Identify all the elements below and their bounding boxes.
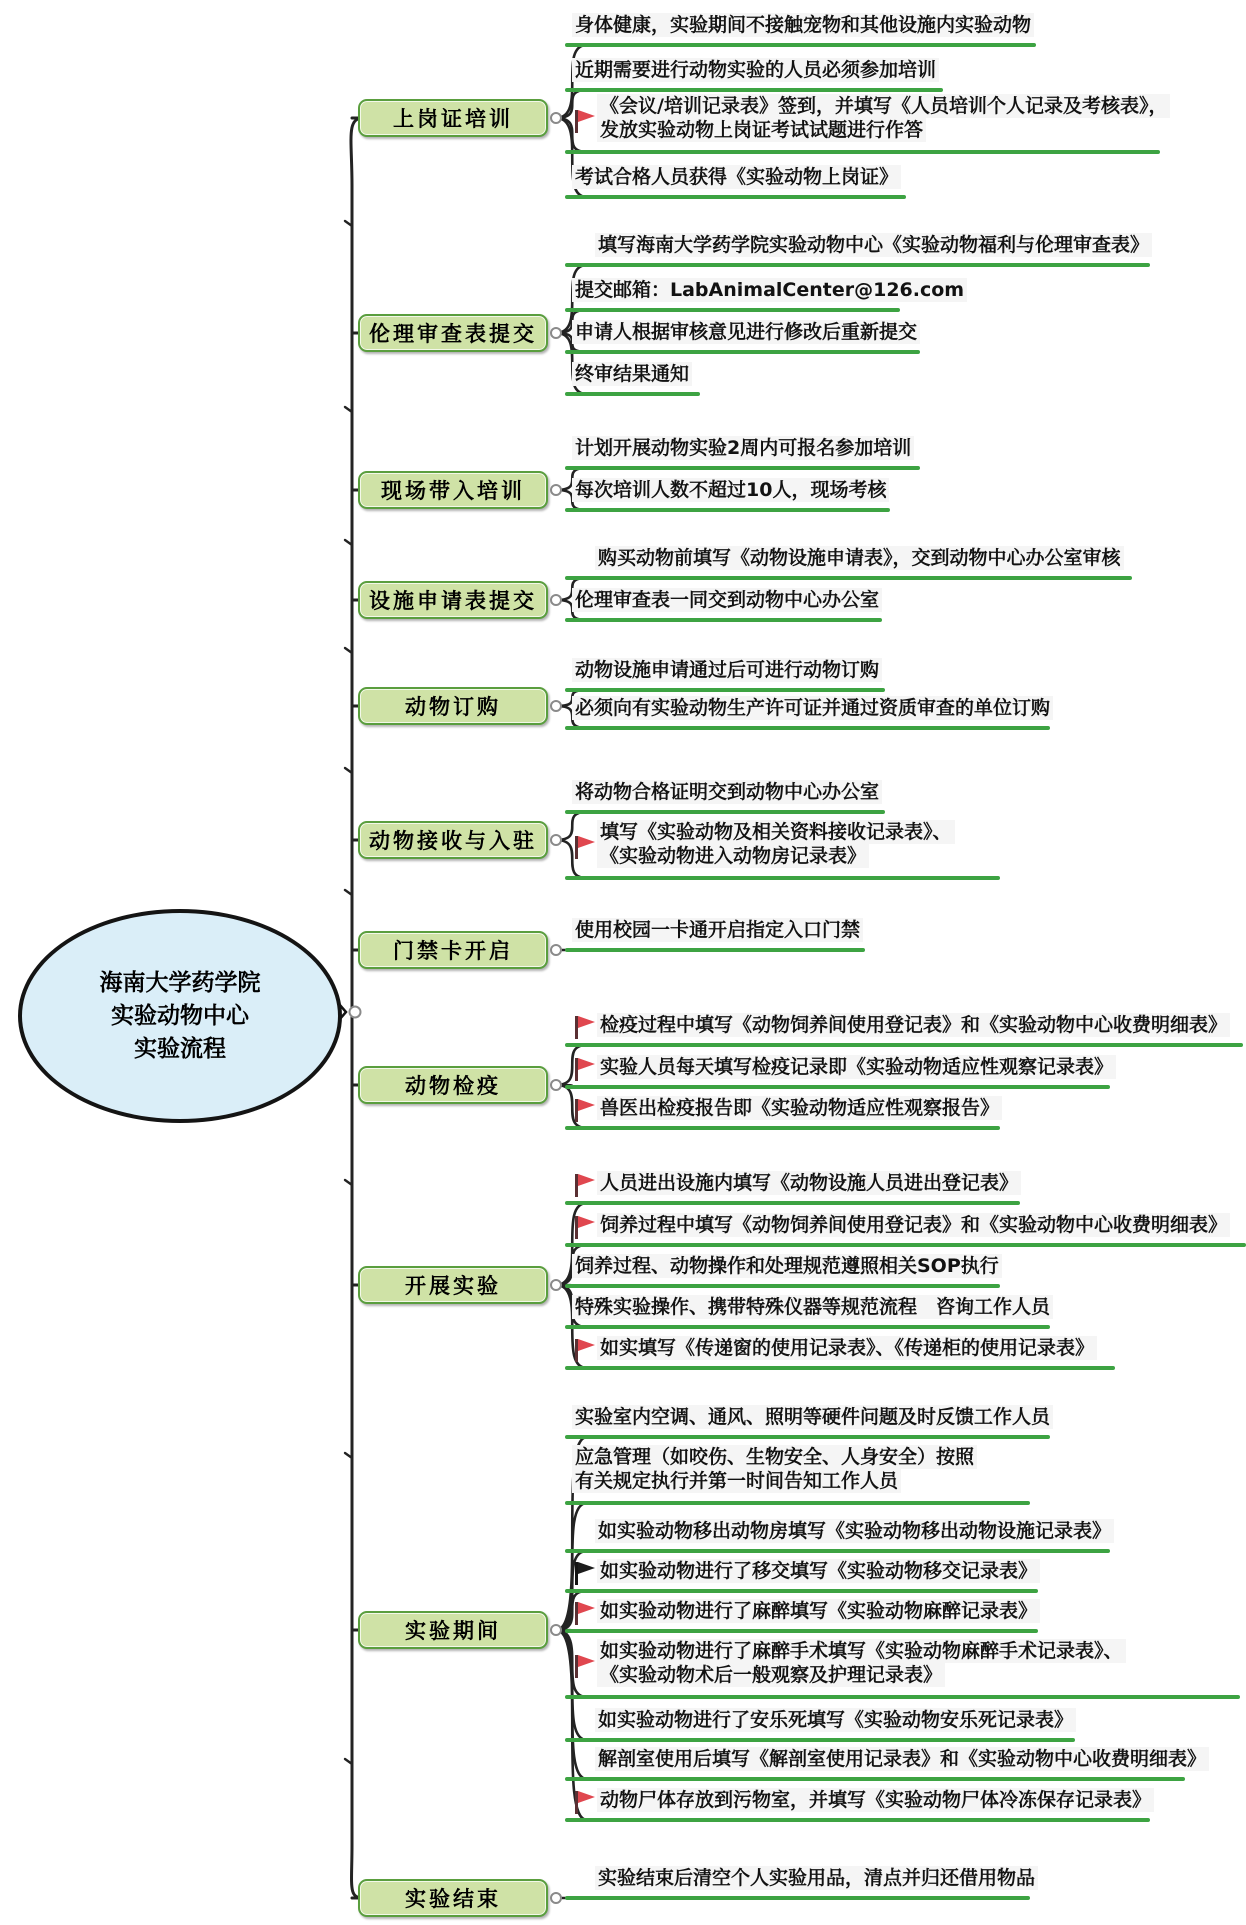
leaf-node[interactable]: 饲养过程中填写《动物饲养间使用登记表》和《实验动物中心收费明细表》 bbox=[565, 1213, 1246, 1247]
leaf-node[interactable]: 每次培训人数不超过10人，现场考核 bbox=[565, 478, 890, 512]
central-topic-line: 实验动物中心 bbox=[111, 1002, 249, 1029]
branch-node-certification-training[interactable]: 上岗证培训 bbox=[358, 99, 548, 137]
leaf-node[interactable]: 计划开展动物实验2周内可报名参加培训 bbox=[565, 436, 920, 470]
leaf-node[interactable]: 填写《实验动物及相关资料接收记录表》、 《实验动物进入动物房记录表》 bbox=[565, 820, 1000, 880]
leaf-underline bbox=[565, 88, 943, 93]
branch-node-experiment-end[interactable]: 实验结束 bbox=[358, 1879, 548, 1917]
branch-node-animal-ordering[interactable]: 动物订购 bbox=[358, 687, 548, 725]
leaf-node[interactable]: 使用校园一卡通开启指定入口门禁 bbox=[565, 918, 865, 952]
leaf-node[interactable]: 实验结束后清空个人实验用品，清点并归还借用物品 bbox=[565, 1866, 1030, 1900]
leaf-node[interactable]: 如实验动物进行了麻醉填写《实验动物麻醉记录表》 bbox=[565, 1599, 1038, 1633]
leaf-underline bbox=[565, 1366, 1115, 1371]
leaf-underline bbox=[565, 1896, 1030, 1901]
leaf-underline bbox=[565, 1325, 1050, 1330]
leaf-node[interactable]: 解剖室使用后填写《解剖室使用记录表》和《实验动物中心收费明细表》 bbox=[565, 1747, 1185, 1781]
branch-collapse-handle[interactable] bbox=[550, 1279, 562, 1291]
red-flag-icon bbox=[575, 1791, 578, 1814]
red-flag-icon bbox=[575, 1602, 578, 1625]
leaf-underline bbox=[565, 1549, 1110, 1554]
leaf-node[interactable]: 动物设施申请通过后可进行动物订购 bbox=[565, 658, 885, 692]
leaf-underline bbox=[565, 1589, 1038, 1594]
leaf-underline bbox=[565, 308, 900, 313]
central-collapse-handle[interactable] bbox=[350, 1007, 361, 1018]
leaf-underline bbox=[565, 43, 1036, 48]
leaf-node[interactable]: 伦理审查表一同交到动物中心办公室 bbox=[565, 588, 882, 622]
red-flag-icon bbox=[575, 1216, 578, 1239]
leaf-underline bbox=[565, 948, 865, 953]
leaf-underline bbox=[565, 1777, 1185, 1782]
branch-node-onsite-training[interactable]: 现场带入培训 bbox=[358, 471, 548, 509]
branch-collapse-handle[interactable] bbox=[550, 484, 562, 496]
branch-collapse-handle[interactable] bbox=[550, 1079, 562, 1091]
leaf-node[interactable]: 提交邮箱：LabAnimalCenter@126.com bbox=[565, 278, 900, 312]
leaf-underline bbox=[565, 1818, 1150, 1823]
red-flag-icon bbox=[575, 110, 578, 133]
leaf-node[interactable]: 特殊实验操作、携带特殊仪器等规范流程 咨询工作人员 bbox=[565, 1295, 1050, 1329]
leaf-node[interactable]: 动物尸体存放到污物室，并填写《实验动物尸体冷冻保存记录表》 bbox=[565, 1788, 1150, 1822]
branch-node-conduct-experiment[interactable]: 开展实验 bbox=[358, 1266, 548, 1304]
leaf-underline bbox=[565, 876, 1000, 881]
leaf-underline bbox=[565, 1501, 1030, 1506]
leaf-underline bbox=[565, 1201, 1020, 1206]
red-flag-icon bbox=[575, 1058, 578, 1081]
leaf-node[interactable]: 实验人员每天填写检疫记录即《实验动物适应性观察记录表》 bbox=[565, 1055, 1110, 1089]
leaf-node[interactable]: 如实填写《传递窗的使用记录表》、《传递柜的使用记录表》 bbox=[565, 1336, 1115, 1370]
central-topic-line: 实验流程 bbox=[134, 1035, 226, 1062]
branch-collapse-handle[interactable] bbox=[550, 594, 562, 606]
branch-collapse-handle[interactable] bbox=[550, 834, 562, 846]
leaf-underline bbox=[565, 576, 1132, 581]
leaf-underline bbox=[565, 1284, 1000, 1289]
leaf-node[interactable]: 身体健康，实验期间不接触宠物和其他设施内实验动物 bbox=[565, 13, 1036, 47]
leaf-node[interactable]: 如实验动物进行了麻醉手术填写《实验动物麻醉手术记录表》、 《实验动物术后一般观察及护理记录表》 bbox=[565, 1639, 1240, 1699]
leaf-underline bbox=[565, 1043, 1243, 1048]
leaf-node[interactable]: 申请人根据审核意见进行修改后重新提交 bbox=[565, 320, 920, 354]
leaf-node[interactable]: 人员进出设施内填写《动物设施人员进出登记表》 bbox=[565, 1171, 1020, 1205]
leaf-node[interactable]: 近期需要进行动物实验的人员必须参加培训 bbox=[565, 58, 943, 92]
leaf-underline bbox=[565, 1629, 1038, 1634]
branch-node-animal-quarantine[interactable]: 动物检疫 bbox=[358, 1066, 548, 1104]
leaf-underline bbox=[565, 392, 700, 397]
branch-collapse-handle[interactable] bbox=[550, 944, 562, 956]
leaf-underline bbox=[565, 150, 1160, 155]
leaf-node[interactable]: 兽医出检疫报告即《实验动物适应性观察报告》 bbox=[565, 1096, 1000, 1130]
leaf-underline bbox=[565, 1738, 1075, 1743]
leaf-node[interactable]: 检疫过程中填写《动物饲养间使用登记表》和《实验动物中心收费明细表》 bbox=[565, 1013, 1243, 1047]
leaf-underline bbox=[565, 618, 882, 623]
leaf-underline bbox=[565, 1695, 1240, 1700]
red-flag-icon bbox=[575, 836, 578, 859]
leaf-underline bbox=[565, 508, 890, 513]
red-flag-icon bbox=[575, 1339, 578, 1362]
branch-node-animal-reception[interactable]: 动物接收与入驻 bbox=[358, 821, 548, 859]
leaf-underline bbox=[565, 726, 1050, 731]
leaf-node[interactable]: 必须向有实验动物生产许可证并通过资质审查的单位订购 bbox=[565, 696, 1050, 730]
branch-node-during-experiment[interactable]: 实验期间 bbox=[358, 1611, 548, 1649]
leaf-node[interactable]: 饲养过程、动物操作和处理规范遵照相关SOP执行 bbox=[565, 1254, 1000, 1288]
leaf-underline bbox=[565, 688, 885, 693]
leaf-node[interactable]: 将动物合格证明交到动物中心办公室 bbox=[565, 780, 885, 814]
central-topic-node[interactable] bbox=[18, 909, 342, 1123]
leaf-node[interactable]: 如实验动物进行了安乐死填写《实验动物安乐死记录表》 bbox=[565, 1708, 1075, 1742]
branch-node-facility-application[interactable]: 设施申请表提交 bbox=[358, 581, 548, 619]
leaf-node[interactable]: 考试合格人员获得《实验动物上岗证》 bbox=[565, 165, 906, 199]
leaf-node[interactable]: 如实验动物进行了移交填写《实验动物移交记录表》 bbox=[565, 1559, 1038, 1593]
leaf-underline bbox=[565, 1435, 1050, 1440]
black-flag-icon bbox=[575, 1562, 578, 1585]
central-topic-line: 海南大学药学院 bbox=[99, 969, 261, 996]
leaf-node[interactable]: 如实验动物移出动物房填写《实验动物移出动物设施记录表》 bbox=[565, 1519, 1110, 1553]
branch-collapse-handle[interactable] bbox=[550, 327, 562, 339]
red-flag-icon bbox=[575, 1016, 578, 1039]
branch-collapse-handle[interactable] bbox=[550, 700, 562, 712]
red-flag-icon bbox=[575, 1099, 578, 1122]
leaf-underline bbox=[565, 810, 885, 815]
branch-collapse-handle[interactable] bbox=[550, 112, 562, 124]
leaf-underline bbox=[565, 1126, 1000, 1131]
leaf-node[interactable]: 《会议/培训记录表》签到，并填写《人员培训个人记录及考核表》， 发放实验动物上岗证考试试题进行作答 bbox=[565, 94, 1160, 154]
leaf-underline bbox=[565, 263, 1150, 268]
leaf-underline bbox=[565, 195, 906, 200]
leaf-node[interactable]: 应急管理（如咬伤、生物安全、人身安全）按照 有关规定执行并第一时间告知工作人员 bbox=[565, 1445, 1030, 1505]
leaf-underline bbox=[565, 350, 920, 355]
leaf-node[interactable]: 终审结果通知 bbox=[565, 362, 700, 396]
branch-node-ethics-review[interactable]: 伦理审查表提交 bbox=[358, 314, 548, 352]
branch-node-access-card[interactable]: 门禁卡开启 bbox=[358, 931, 548, 969]
leaf-underline bbox=[565, 1085, 1110, 1090]
leaf-node[interactable]: 购买动物前填写《动物设施申请表》，交到动物中心办公室审核 bbox=[565, 546, 1132, 580]
leaf-node[interactable]: 实验室内空调、通风、照明等硬件问题及时反馈工作人员 bbox=[565, 1405, 1050, 1439]
red-flag-icon bbox=[575, 1174, 578, 1197]
branch-collapse-handle[interactable] bbox=[550, 1624, 562, 1636]
branch-collapse-handle[interactable] bbox=[550, 1892, 562, 1904]
leaf-node[interactable]: 填写海南大学药学院实验动物中心《实验动物福利与伦理审查表》 bbox=[565, 233, 1150, 267]
leaf-underline bbox=[565, 1243, 1246, 1248]
red-flag-icon bbox=[575, 1655, 578, 1678]
leaf-underline bbox=[565, 466, 920, 471]
